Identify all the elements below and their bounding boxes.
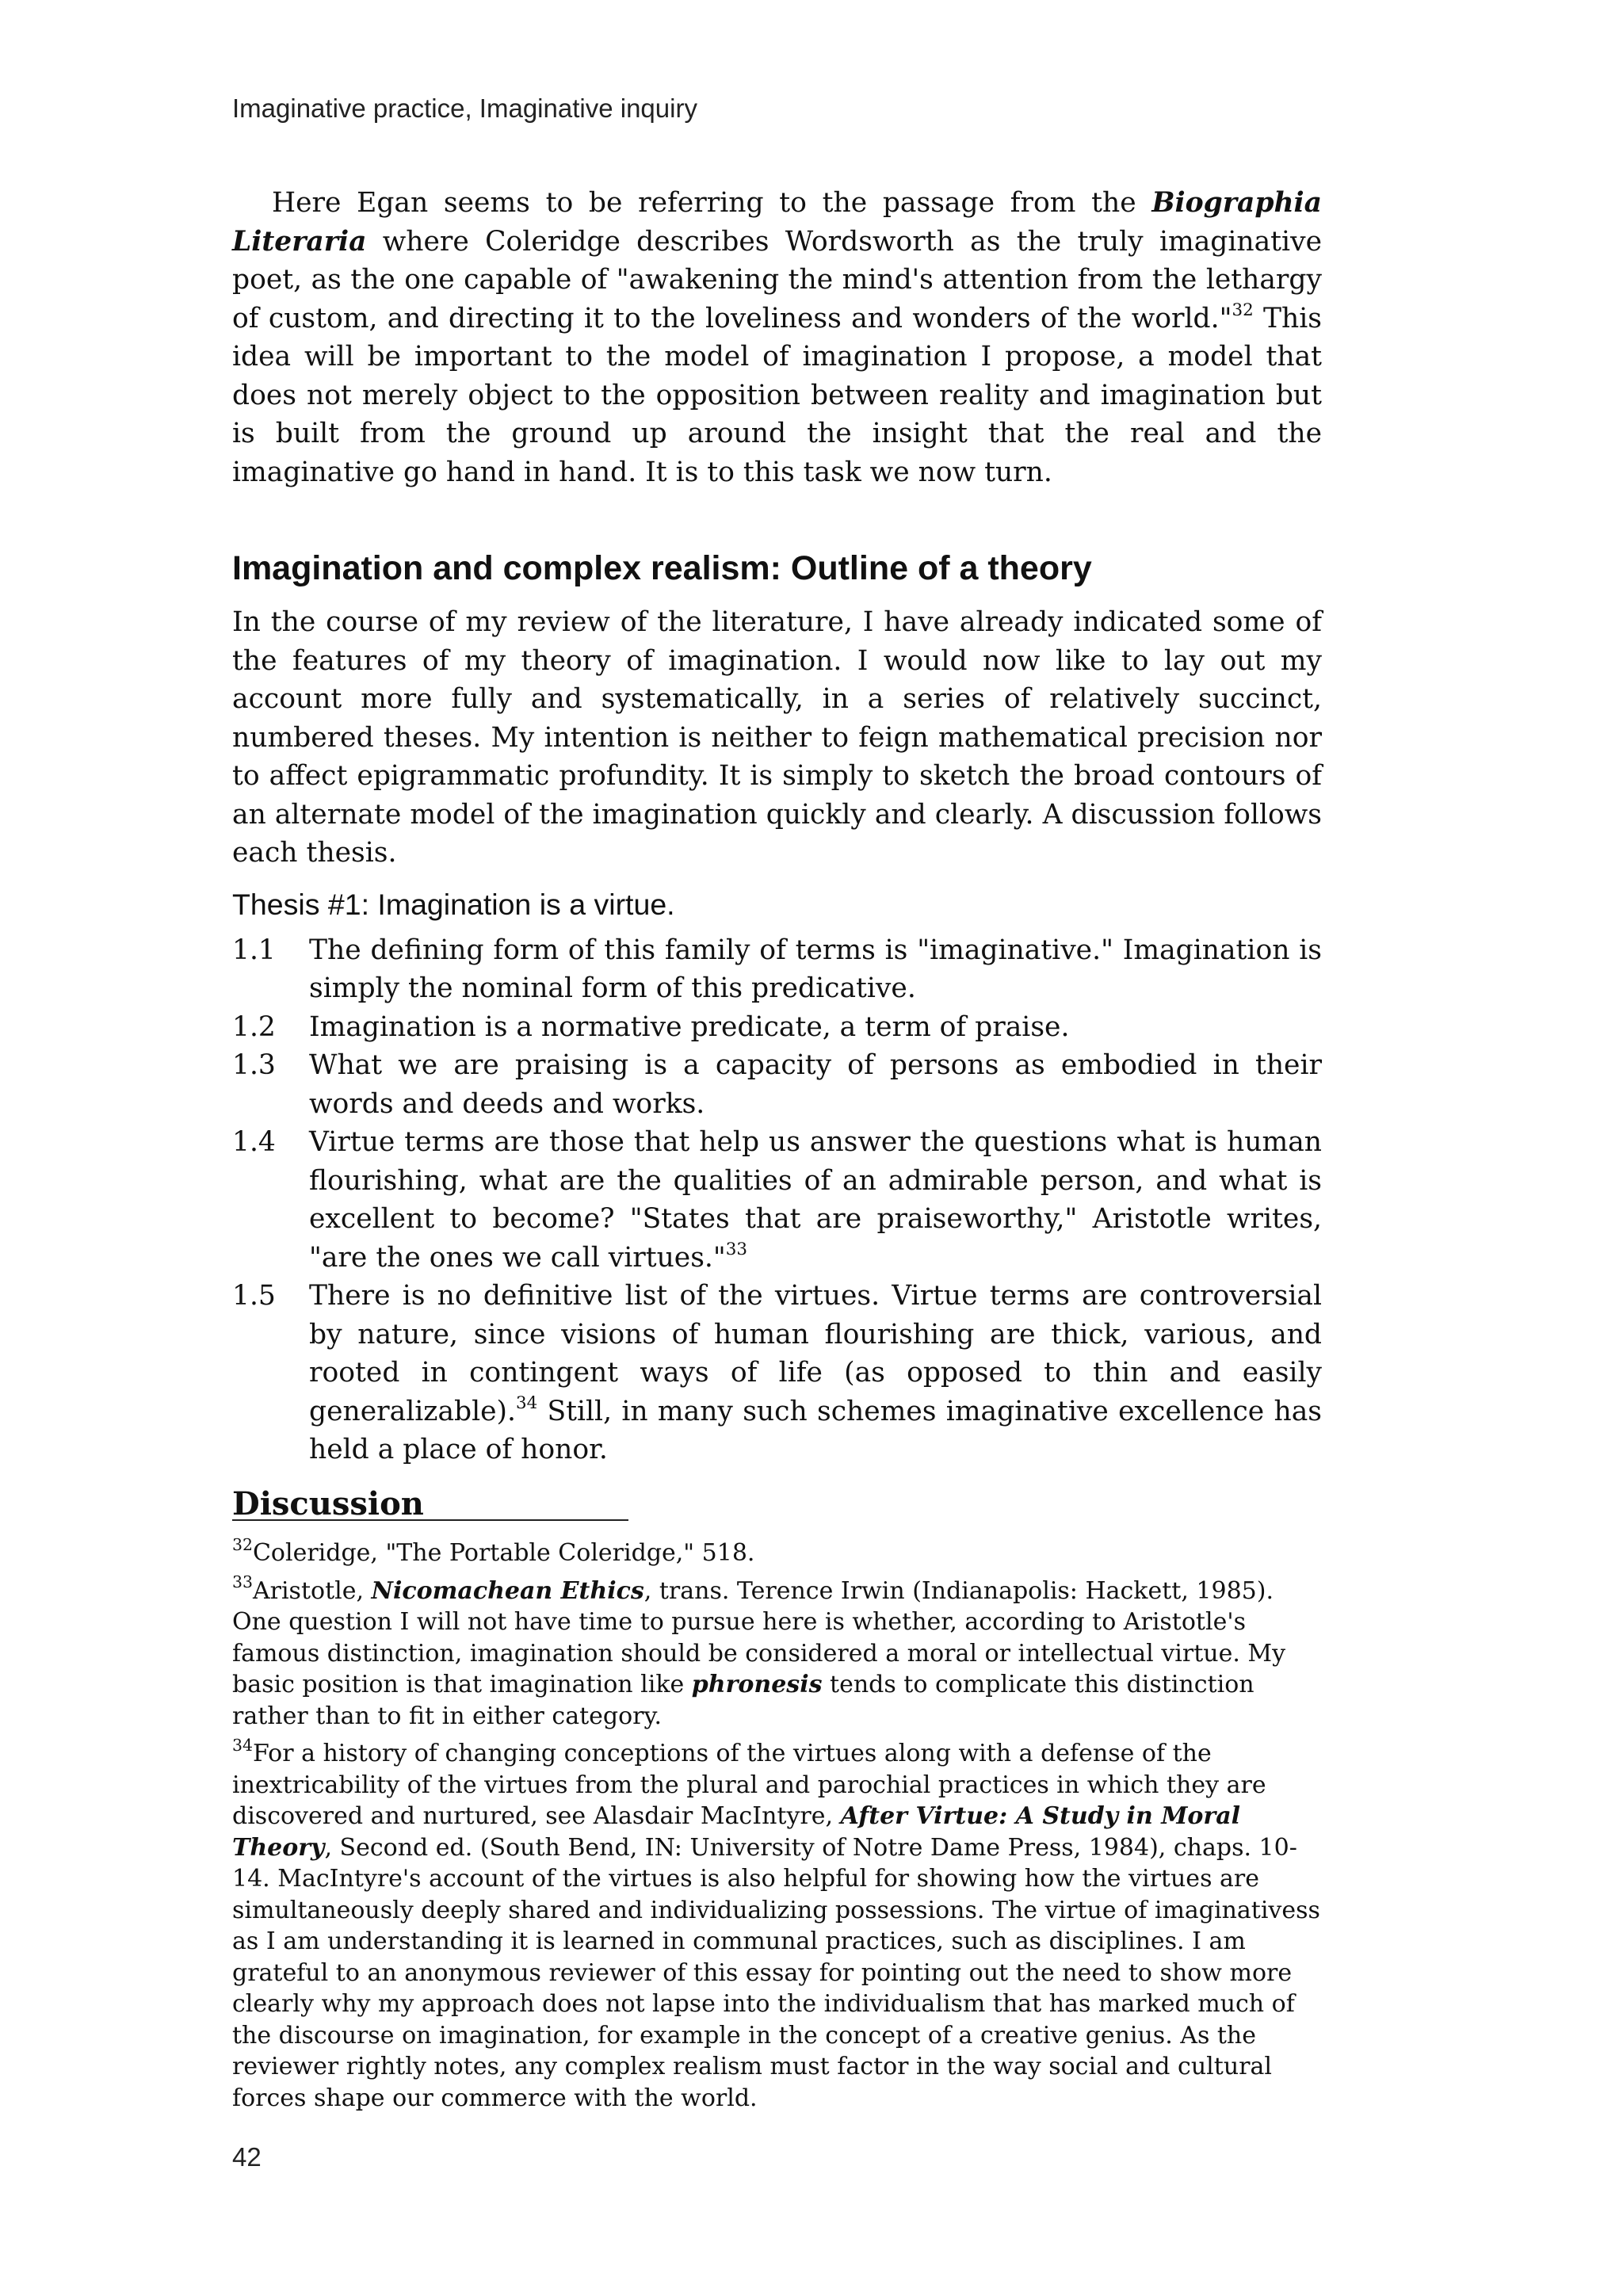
thesis-item-number: 1.3 <box>232 1049 276 1081</box>
book-title-biographia: Biographia Literaria <box>232 187 1322 258</box>
footnote-33 <box>232 1572 1322 1733</box>
discussion-heading: Discussion <box>232 1484 424 1522</box>
page-number: 42 <box>232 2142 262 2172</box>
thesis-item <box>232 1277 1322 1469</box>
footnote-ref-34[interactable]: 34 <box>515 1392 538 1413</box>
book-title-after-virtue: After Virtue: A Study in Moral Theory <box>232 1802 1241 1862</box>
book-title-nicomachean: Nicomachean Ethics <box>371 1576 644 1605</box>
intro-text-a: Here Egan seems to be referring to the passage from the <box>272 187 1152 219</box>
thesis-item <box>232 1046 1322 1123</box>
footnote-mark: 34 <box>232 1735 253 1755</box>
thesis-item-number: 1.4 <box>232 1126 276 1158</box>
thesis-item-text-body: Imagination is a normative predicate, a term of praise. <box>309 1010 1070 1043</box>
footnote-mark: 32 <box>232 1534 253 1554</box>
section-paragraph: In the course of my review of the literature, I have already indicated some of the features of my theory of imagination. I would now like to lay out my account more fully and systematically, in a series of relatively succinct, numbered theses. My intention is neither to feign mathematical precision nor to affect epigrammatic profundity. It is simply to sketch the broad contours of an alternate model of the imagination quickly and clearly. A discussion follows each thesis. <box>232 606 1322 869</box>
footnotes <box>232 1534 1322 2120</box>
thesis-item <box>232 1008 1322 1047</box>
footnote-mark: 33 <box>232 1572 253 1592</box>
thesis-item <box>232 931 1322 1008</box>
footnote-text-b: , Second ed. (South Bend, IN: University of Notre Dame Press, 1984), chaps. 10-14. MacIntyre's account of the virtues is also helpful for showing how the virtues are simultaneously deeply shared and individualizing possessions. The virtue of imaginativess as I am understanding it is learned in communal practices, such as disciplines. I am grateful to an anonymous reviewer of this essay for pointing out the need to show more clearly why my approach does not lapse into the individualism that has marked much of the discourse on imagination, for example in the concept of a creative genius. As the reviewer rightly notes, any complex realism must factor in the way social and cultural forces shape our commerce with the world. <box>232 1833 1320 2112</box>
thesis-item-text <box>309 1123 1322 1277</box>
thesis-item-text-body: The defining form of this family of terms is "imaginative." Imagination is simply the nominal form of this predicative. <box>309 934 1322 1004</box>
footnote-text: Coleridge, "The Portable Coleridge," 518. <box>252 1539 755 1567</box>
thesis-item-text-body: What we are praising is a capacity of persons as embodied in their words and deeds and works. <box>309 1049 1322 1120</box>
thesis-item-number: 1.2 <box>232 1010 276 1043</box>
thesis-item-text <box>309 1008 1322 1047</box>
term-phronesis: phronesis <box>691 1671 823 1698</box>
footnote-text-a: Aristotle, <box>252 1576 372 1605</box>
footnote-ref-32[interactable]: 32 <box>1232 300 1254 320</box>
footnote-text-b: , trans. Terence Irwin (Indianapolis: Hackett, 1985). One question I will not have time to pursue here is whether, according to Aristotle's famous distinction, imagination should be considered a moral or intellectual virtue. My basic position is that imagination like <box>232 1576 1286 1698</box>
footnote-text-a: For a history of changing conceptions of the virtues along with a defense of the inextricability of the virtues from the plural and parochial practices in which they are discovered and nurtured, see Alasdair MacIntyre, <box>232 1740 1266 1830</box>
footnote-ref-33[interactable]: 33 <box>725 1239 747 1259</box>
main-content <box>232 184 1322 1528</box>
section-heading: Imagination and complex realism: Outline of a theory <box>232 549 1092 587</box>
thesis-item-text <box>309 931 1322 1008</box>
thesis-heading: Thesis #1: Imagination is a virtue. <box>232 887 675 921</box>
footnote-32 <box>232 1534 1322 1569</box>
thesis-item <box>232 1123 1322 1277</box>
thesis-item-text <box>309 1277 1322 1469</box>
footnote-text-c: tends to complicate this distinction rather than to fit in either category. <box>232 1671 1254 1730</box>
thesis-item-number: 1.1 <box>232 934 276 966</box>
footnote-34 <box>232 1735 1322 2114</box>
intro-text-b: where Coleridge describes Wordsworth as the truly imaginative poet, as the one capable of "awakening the mind's attention from the lethargy of custom, and directing it to the loveliness and wonders of the world." <box>232 225 1322 334</box>
thesis-item-text-body: There is no definitive list of the virtues. Virtue terms are controversial by nature, since visions of human flourishing are thick, various, and rooted in contingent ways of life (as opposed to thin and easily generalizable). <box>309 1280 1322 1427</box>
thesis-list <box>232 931 1322 1469</box>
thesis-item-text-body: Virtue terms are those that help us answer the questions what is human flourishing, what are the qualities of an admirable person, and what is excellent to become? "States that are praiseworthy," Aristotle writes, "are the ones we call virtues." <box>309 1126 1322 1274</box>
intro-paragraph <box>232 184 1322 491</box>
thesis-item-text <box>309 1046 1322 1123</box>
intro-text-c: This idea will be important to the model of imagination I propose, a model that does not merely object to the opposition between reality and imagination but is built from the ground up around the insight that the real and the imaginative go hand in hand. It is to this task we now turn. <box>232 302 1322 488</box>
running-head: Imaginative practice, Imaginative inquiry <box>232 94 697 123</box>
footnote-separator <box>232 1519 628 1521</box>
thesis-item-text-tail: Still, in many such schemes imaginative excellence has held a place of honor. <box>309 1395 1322 1465</box>
thesis-item-number: 1.5 <box>232 1280 276 1312</box>
